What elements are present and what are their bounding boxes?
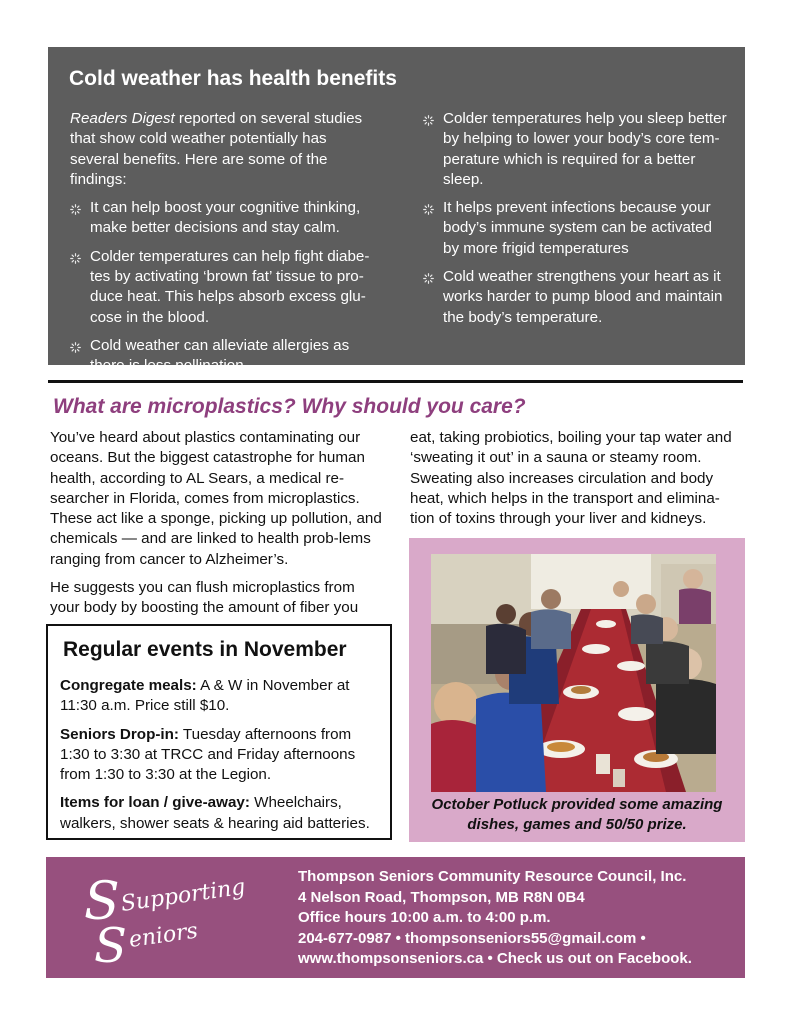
microplastics-right-column bbox=[410, 428, 740, 537]
intro-text: reported on several studies that show cold weather potentially has several benefits. Here are some of the findings: bbox=[70, 110, 363, 188]
intro-source: Readers Digest bbox=[70, 110, 175, 127]
event-text: A & W in November at 11:30 a.m. Price still $10. bbox=[60, 677, 350, 715]
microplastics-paragraph-3: eat, taking probiotics, boiling your tap water and ‘sweating it out’ in a sauna or steamy room. Sweating also increases circulation and body heat, which helps in the transport and elimina-tion of toxins through your liver and kidneys. bbox=[410, 429, 732, 528]
potluck-photo-image bbox=[431, 554, 716, 792]
event-label: Congregate meals: bbox=[60, 677, 197, 694]
cold-weather-left-list bbox=[70, 198, 375, 376]
sun-bullet-icon bbox=[70, 253, 81, 264]
footer-banner bbox=[46, 857, 745, 978]
list-item: Colder temperatures help you sleep better by helping to lower your body’s core tem-perature which is required for a better sleep. bbox=[423, 109, 728, 190]
event-text: Wheelchairs, walkers, shower seats & hearing aid batteries. bbox=[60, 794, 370, 832]
events-list bbox=[60, 676, 384, 842]
microplastics-left-column bbox=[50, 428, 382, 627]
organization-name: Thompson Seniors Community Resource Council, Inc. bbox=[298, 868, 687, 885]
logo-seniors-text: eniors bbox=[127, 918, 200, 953]
logo-initial-s2: S bbox=[94, 918, 127, 967]
list-item: It helps prevent infections because your body’s immune system can be activated by more frigid temperatures bbox=[423, 198, 728, 259]
event-label: Seniors Drop-in: bbox=[60, 725, 179, 743]
photo-caption: October Potluck provided some amazing dishes, games and 50/50 prize. bbox=[431, 796, 723, 833]
sun-bullet-icon bbox=[423, 273, 434, 284]
list-item: Colder temperatures can help fight diabe-tes by activating ‘brown fat’ tissue to pro-duce heat. This helps absorb excess glu-cose in the blood. bbox=[70, 247, 375, 328]
cold-weather-right-list bbox=[423, 109, 728, 328]
microplastics-title: What are microplastics? Why should you care? bbox=[53, 395, 526, 418]
sun-bullet-icon bbox=[423, 204, 434, 215]
sun-bullet-icon bbox=[70, 342, 81, 353]
photo-panel bbox=[409, 538, 745, 842]
logo-initial-s1: S bbox=[84, 872, 120, 932]
sun-bullet-icon bbox=[423, 115, 434, 126]
cold-weather-right-column bbox=[423, 109, 728, 336]
office-hours: Office hours 10:00 a.m. to 4:00 p.m. bbox=[298, 909, 551, 926]
sun-bullet-icon bbox=[70, 204, 81, 215]
event-item bbox=[60, 676, 384, 717]
list-item: Cold weather can alleviate allergies as there is less pollination. bbox=[70, 336, 375, 377]
events-title: Regular events in November bbox=[63, 638, 347, 661]
event-text: Tuesday afternoons from 1:30 to 3:30 at TRCC and Friday afternoons from 1:30 to 3:30 at the Legion. bbox=[60, 725, 356, 784]
cold-weather-title: Cold weather has health benefits bbox=[69, 67, 397, 90]
address: 4 Nelson Road, Thompson, MB R8N 0B4 bbox=[298, 888, 585, 906]
list-item: It can help boost your cognitive thinking, make better decisions and stay calm. bbox=[70, 198, 375, 239]
phone-email: 204-677-0987 • thompsonseniors55@gmail.com • bbox=[298, 929, 646, 947]
section-divider bbox=[48, 380, 743, 383]
cold-weather-box bbox=[48, 47, 745, 375]
list-item: Cold weather strengthens your heart as it works harder to pump blood and maintain the body’s temperature. bbox=[423, 267, 728, 328]
contact-info bbox=[298, 867, 738, 970]
supporting-seniors-logo bbox=[84, 867, 284, 967]
microplastics-paragraph-2: He suggests you can flush microplastics from your body by boosting the amount of fiber you bbox=[50, 579, 359, 617]
event-label: Items for loan / give-away: bbox=[60, 794, 250, 812]
logo-supporting-text: Supporting bbox=[119, 874, 247, 917]
regular-events-box bbox=[46, 624, 392, 840]
event-item bbox=[60, 725, 384, 786]
cold-weather-left-column bbox=[70, 109, 375, 385]
website-facebook: www.thompsonseniors.ca • Check us out on Facebook. bbox=[298, 950, 692, 967]
microplastics-paragraph-1: You’ve heard about plastics contaminating our oceans. But the biggest catastrophe for human health, according to AL Sears, a medical re-searcher in Florida, comes from microplastics. These act like a sponge, picking up pollution, and chemicals — and are linked to health prob-lems ranging from cancer to Alzheimer’s. bbox=[50, 429, 382, 568]
potluck-photo bbox=[431, 554, 716, 792]
cold-weather-intro bbox=[70, 109, 375, 190]
event-item bbox=[60, 793, 384, 834]
